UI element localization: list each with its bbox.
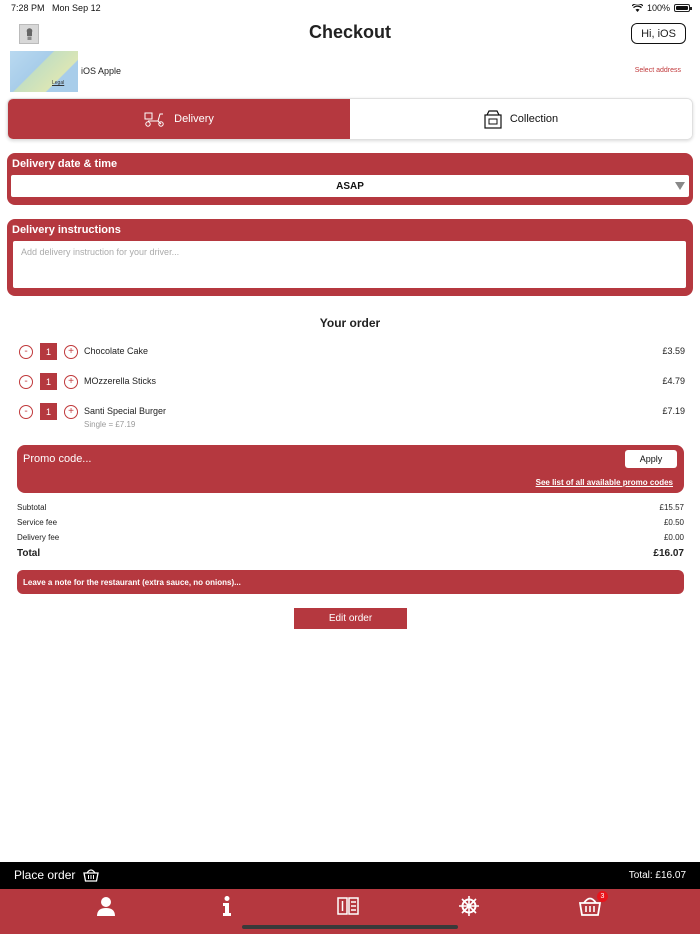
dropdown-arrow-icon [675, 182, 685, 190]
total-label: Total [17, 548, 41, 559]
page-title: Checkout [308, 22, 391, 42]
edit-order-button[interactable]: Edit order [294, 608, 407, 629]
apply-promo-button[interactable]: Apply [625, 450, 677, 468]
delivery-instructions-panel [7, 219, 693, 296]
item-price: £4.79 [662, 376, 685, 386]
settings-wheel-icon [459, 896, 479, 916]
decrease-qty-button[interactable]: - [19, 405, 33, 419]
order-item [19, 343, 685, 363]
promo-list-link[interactable]: See list of all available promo codes [535, 478, 673, 487]
restaurant-note-input[interactable]: Leave a note for the restaurant (extra sauce, no onions)... [17, 570, 684, 594]
place-order-label: Place order [14, 868, 76, 882]
increase-qty-button[interactable]: + [64, 345, 78, 359]
wifi-icon [632, 4, 643, 12]
decrease-qty-button[interactable]: - [19, 345, 33, 359]
delivery-instructions-label: Delivery instructions [12, 224, 121, 236]
delivery-time-label: Delivery date & time [12, 158, 118, 170]
tab-settings[interactable] [457, 895, 481, 917]
order-heading: Your order [319, 316, 381, 330]
tab-collection[interactable] [350, 99, 692, 139]
decrease-qty-button[interactable]: - [19, 375, 33, 389]
status-bar [0, 0, 700, 18]
address-map[interactable] [10, 51, 78, 92]
item-name: MOzzerella Sticks [84, 376, 157, 386]
delivery-fee-label: Delivery fee [17, 533, 60, 542]
delivery-time-select[interactable] [11, 175, 689, 197]
total-value: £16.07 [653, 548, 684, 559]
profile-icon [96, 896, 116, 916]
place-order-button[interactable] [14, 868, 99, 882]
scooter-icon [144, 111, 166, 127]
basket-icon [83, 868, 99, 882]
service-fee-label: Service fee [17, 518, 58, 527]
tab-collection-label: Collection [509, 113, 559, 125]
tab-info[interactable] [215, 895, 239, 917]
place-order-bar[interactable] [0, 862, 700, 889]
item-price: £3.59 [662, 346, 685, 356]
item-name: Santi Special Burger [84, 406, 167, 416]
order-item [19, 373, 685, 393]
promo-panel [17, 445, 684, 493]
shop-bag-icon [484, 110, 502, 129]
select-address-link[interactable]: Select address [634, 67, 681, 74]
basket-badge: 3 [597, 891, 608, 902]
promo-code-input[interactable] [23, 451, 523, 467]
order-item [19, 403, 685, 429]
item-price: £7.19 [662, 406, 685, 416]
item-quantity: 1 [40, 343, 57, 360]
place-order-total: Total: £16.07 [628, 870, 686, 881]
tab-menu[interactable] [336, 895, 360, 917]
service-fee-value: £0.50 [663, 518, 684, 527]
increase-qty-button[interactable]: + [64, 405, 78, 419]
tab-basket[interactable] [578, 893, 605, 917]
delivery-time-value: ASAP [336, 180, 364, 192]
item-quantity: 1 [40, 403, 57, 420]
address-name: iOS Apple [81, 66, 122, 76]
fulfilment-tabs [7, 98, 693, 140]
tab-profile[interactable] [94, 895, 118, 917]
info-icon [221, 896, 233, 916]
delivery-instructions-input[interactable] [13, 241, 686, 288]
account-button[interactable]: Hi, iOS [631, 23, 686, 44]
increase-qty-button[interactable]: + [64, 375, 78, 389]
delivery-fee-value: £0.00 [663, 533, 684, 542]
home-indicator [242, 925, 458, 929]
item-name: Chocolate Cake [84, 346, 149, 356]
status-time: 7:28 PM Mon Sep 12 [11, 3, 101, 13]
battery-icon [674, 4, 690, 12]
item-option: Single = £7.19 [84, 420, 136, 429]
header [0, 20, 700, 50]
status-right [632, 3, 690, 13]
subtotal-label: Subtotal [17, 503, 47, 512]
subtotal-value: £15.57 [659, 503, 684, 512]
delivery-time-panel [7, 153, 693, 205]
tab-delivery[interactable] [8, 99, 350, 139]
tab-delivery-label: Delivery [174, 113, 214, 125]
menu-book-icon [337, 897, 359, 915]
battery-percent: 100% [646, 3, 670, 13]
map-legal-link[interactable]: Legal [52, 80, 65, 86]
item-quantity: 1 [40, 373, 57, 390]
